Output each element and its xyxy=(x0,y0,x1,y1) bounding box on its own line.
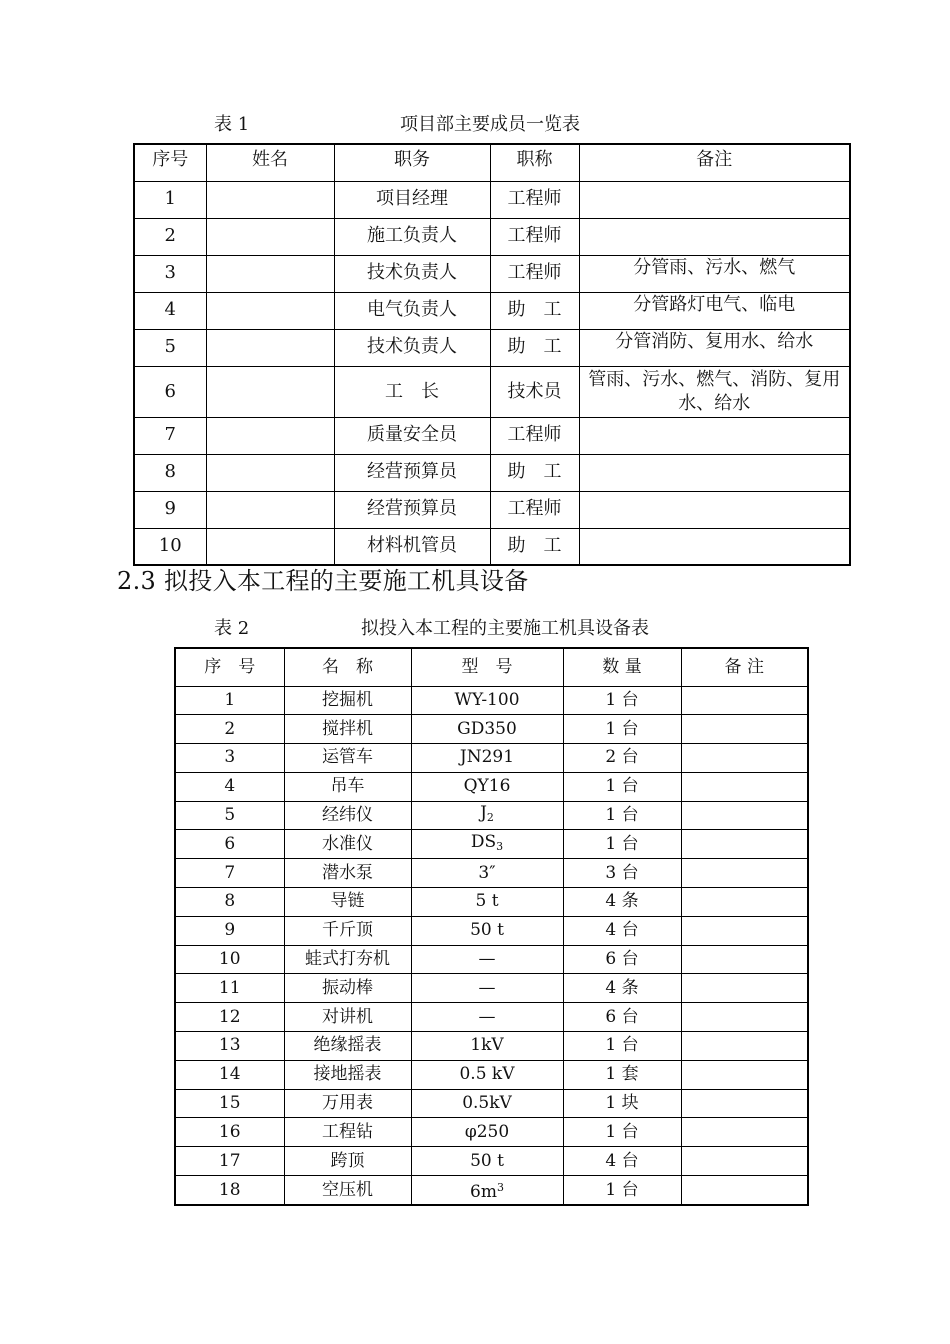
staff-note: 分管雨、污水、燃气 xyxy=(579,255,850,292)
equipment-row xyxy=(175,744,808,773)
equipment-model: WY-100 xyxy=(411,686,563,715)
staff-name xyxy=(206,255,334,292)
equipment-no: 5 xyxy=(175,801,284,830)
table1-label: 表 1 xyxy=(214,114,250,135)
staff-no: 7 xyxy=(134,417,206,454)
equipment-qty: 4 条 xyxy=(563,888,681,917)
equipment-model: 50 t xyxy=(411,916,563,945)
staff-rank: 工程师 xyxy=(490,181,579,218)
staff-note xyxy=(579,454,850,491)
equipment-model xyxy=(411,1176,563,1206)
equipment-name: 潜水泵 xyxy=(284,859,411,888)
equipment-model: — xyxy=(411,945,563,974)
model-subscript: 3 xyxy=(496,839,504,853)
staff-name xyxy=(206,491,334,528)
staff-row xyxy=(134,292,850,329)
staff-duty: 经营预算员 xyxy=(334,491,490,528)
staff-note xyxy=(579,218,850,255)
equipment-qty: 6 台 xyxy=(563,945,681,974)
equipment-qty: 4 台 xyxy=(563,916,681,945)
equipment-note xyxy=(681,945,808,974)
equipment-no: 6 xyxy=(175,830,284,859)
equipment-row xyxy=(175,801,808,830)
model-base: DS xyxy=(470,831,497,852)
staff-duty: 工 长 xyxy=(334,366,490,417)
equipment-note xyxy=(681,686,808,715)
equipment-name: 接地摇表 xyxy=(284,1060,411,1089)
table2-label: 表 2 xyxy=(214,618,250,639)
equipment-note xyxy=(681,916,808,945)
equipment-name: 搅拌机 xyxy=(284,715,411,744)
staff-duty: 材料机管员 xyxy=(334,528,490,565)
equipment-model: 0.5 kV xyxy=(411,1060,563,1089)
equipment-note xyxy=(681,1060,808,1089)
staff-duty: 技术负责人 xyxy=(334,329,490,366)
equipment-name: 导链 xyxy=(284,888,411,917)
staff-header-rank: 职称 xyxy=(490,144,579,181)
equipment-row xyxy=(175,715,808,744)
equipment-model: 3″ xyxy=(411,859,563,888)
staff-no: 8 xyxy=(134,454,206,491)
staff-duty: 施工负责人 xyxy=(334,218,490,255)
equipment-name: 对讲机 xyxy=(284,1003,411,1032)
staff-header-note: 备注 xyxy=(579,144,850,181)
staff-name xyxy=(206,417,334,454)
equipment-row xyxy=(175,830,808,859)
equipment-model: 5 t xyxy=(411,888,563,917)
staff-note: 分管路灯电气、临电 xyxy=(579,292,850,329)
staff-duty: 质量安全员 xyxy=(334,417,490,454)
staff-rank: 助 工 xyxy=(490,292,579,329)
equipment-no: 4 xyxy=(175,772,284,801)
equipment-row xyxy=(175,1060,808,1089)
equipment-note xyxy=(681,1176,808,1206)
equipment-qty: 1 台 xyxy=(563,1118,681,1147)
equipment-name: 千斤顶 xyxy=(284,916,411,945)
equipment-row xyxy=(175,686,808,715)
staff-header-no: 序号 xyxy=(134,144,206,181)
staff-duty: 经营预算员 xyxy=(334,454,490,491)
staff-rank: 助 工 xyxy=(490,454,579,491)
staff-no: 1 xyxy=(134,181,206,218)
equipment-table xyxy=(174,647,809,1206)
equipment-row xyxy=(175,974,808,1003)
equipment-qty: 4 条 xyxy=(563,974,681,1003)
staff-table-header-row xyxy=(134,144,850,181)
model-subscript: 2 xyxy=(486,811,494,825)
equipment-no: 2 xyxy=(175,715,284,744)
equipment-no: 9 xyxy=(175,916,284,945)
equipment-qty: 1 台 xyxy=(563,686,681,715)
staff-note xyxy=(579,181,850,218)
staff-table xyxy=(133,143,851,566)
equipment-no: 11 xyxy=(175,974,284,1003)
equipment-qty: 1 台 xyxy=(563,772,681,801)
equipment-note xyxy=(681,888,808,917)
equipment-row xyxy=(175,772,808,801)
equipment-model: — xyxy=(411,1003,563,1032)
equipment-qty: 1 台 xyxy=(563,830,681,859)
equipment-note xyxy=(681,801,808,830)
equipment-no: 14 xyxy=(175,1060,284,1089)
equipment-no: 17 xyxy=(175,1147,284,1176)
staff-name xyxy=(206,329,334,366)
equipment-row xyxy=(175,1003,808,1032)
equipment-name: 空压机 xyxy=(284,1176,411,1206)
equipment-note xyxy=(681,744,808,773)
equipment-no: 7 xyxy=(175,859,284,888)
equipment-note xyxy=(681,859,808,888)
staff-duty: 电气负责人 xyxy=(334,292,490,329)
staff-no: 2 xyxy=(134,218,206,255)
equipment-note xyxy=(681,1032,808,1061)
staff-name xyxy=(206,218,334,255)
staff-rank: 助 工 xyxy=(490,528,579,565)
equipment-model: 0.5kV xyxy=(411,1089,563,1118)
staff-name xyxy=(206,366,334,417)
equipment-row xyxy=(175,1118,808,1147)
equipment-header-name: 名 称 xyxy=(284,648,411,686)
equipment-table-header-row xyxy=(175,648,808,686)
equipment-qty: 2 台 xyxy=(563,744,681,773)
staff-name xyxy=(206,454,334,491)
staff-rank: 助 工 xyxy=(490,329,579,366)
equipment-note xyxy=(681,830,808,859)
staff-rank: 技术员 xyxy=(490,366,579,417)
equipment-qty: 1 块 xyxy=(563,1089,681,1118)
model-base: J xyxy=(480,803,487,824)
table2-title: 拟投入本工程的主要施工机具设备表 xyxy=(361,618,649,639)
staff-rank: 工程师 xyxy=(490,218,579,255)
staff-row xyxy=(134,218,850,255)
section-heading: 2.3 拟投入本工程的主要施工机具设备 xyxy=(117,567,529,595)
equipment-note xyxy=(681,1147,808,1176)
equipment-model: QY16 xyxy=(411,772,563,801)
staff-row xyxy=(134,417,850,454)
staff-no: 6 xyxy=(134,366,206,417)
staff-row xyxy=(134,491,850,528)
equipment-name: 振动棒 xyxy=(284,974,411,1003)
equipment-name: 经纬仪 xyxy=(284,801,411,830)
equipment-name: 蛙式打夯机 xyxy=(284,945,411,974)
model-base: 6m xyxy=(470,1182,497,1203)
equipment-header-model: 型 号 xyxy=(411,648,563,686)
staff-note xyxy=(579,417,850,454)
staff-no: 4 xyxy=(134,292,206,329)
table1-title: 项目部主要成员一览表 xyxy=(400,114,580,135)
model-superscript: 3 xyxy=(496,1181,504,1195)
staff-header-duty: 职务 xyxy=(334,144,490,181)
staff-no: 3 xyxy=(134,255,206,292)
equipment-model: φ250 xyxy=(411,1118,563,1147)
staff-name xyxy=(206,181,334,218)
equipment-row xyxy=(175,1176,808,1206)
staff-name xyxy=(206,292,334,329)
staff-no: 10 xyxy=(134,528,206,565)
equipment-model: 1kV xyxy=(411,1032,563,1061)
equipment-row xyxy=(175,1032,808,1061)
equipment-qty: 1 台 xyxy=(563,801,681,830)
equipment-name: 工程钻 xyxy=(284,1118,411,1147)
equipment-model: JN291 xyxy=(411,744,563,773)
staff-note xyxy=(579,528,850,565)
equipment-no: 16 xyxy=(175,1118,284,1147)
staff-no: 5 xyxy=(134,329,206,366)
equipment-row xyxy=(175,1147,808,1176)
equipment-note xyxy=(681,772,808,801)
staff-no: 9 xyxy=(134,491,206,528)
equipment-name: 跨顶 xyxy=(284,1147,411,1176)
equipment-name: 万用表 xyxy=(284,1089,411,1118)
staff-name xyxy=(206,528,334,565)
equipment-model xyxy=(411,801,563,830)
equipment-name: 水准仪 xyxy=(284,830,411,859)
staff-rank: 工程师 xyxy=(490,491,579,528)
staff-note: 分管消防、复用水、给水 xyxy=(579,329,850,366)
staff-note: 管雨、污水、燃气、消防、复用水、给水 xyxy=(579,366,850,417)
equipment-no: 15 xyxy=(175,1089,284,1118)
equipment-name: 吊车 xyxy=(284,772,411,801)
equipment-row xyxy=(175,888,808,917)
equipment-row xyxy=(175,859,808,888)
equipment-qty: 6 台 xyxy=(563,1003,681,1032)
staff-header-name: 姓名 xyxy=(206,144,334,181)
equipment-qty: 1 台 xyxy=(563,1032,681,1061)
staff-note xyxy=(579,491,850,528)
equipment-row xyxy=(175,1089,808,1118)
staff-row xyxy=(134,181,850,218)
staff-row xyxy=(134,454,850,491)
staff-rank: 工程师 xyxy=(490,417,579,454)
staff-row xyxy=(134,366,850,417)
equipment-header-no: 序 号 xyxy=(175,648,284,686)
equipment-note xyxy=(681,1118,808,1147)
staff-duty: 项目经理 xyxy=(334,181,490,218)
staff-row xyxy=(134,329,850,366)
equipment-no: 18 xyxy=(175,1176,284,1206)
equipment-header-qty: 数 量 xyxy=(563,648,681,686)
equipment-no: 8 xyxy=(175,888,284,917)
equipment-qty: 1 台 xyxy=(563,1176,681,1206)
equipment-model: 50 t xyxy=(411,1147,563,1176)
equipment-name: 绝缘摇表 xyxy=(284,1032,411,1061)
equipment-no: 1 xyxy=(175,686,284,715)
equipment-row xyxy=(175,916,808,945)
equipment-model: GD350 xyxy=(411,715,563,744)
equipment-note xyxy=(681,1003,808,1032)
staff-rank: 工程师 xyxy=(490,255,579,292)
equipment-note xyxy=(681,1089,808,1118)
equipment-model xyxy=(411,830,563,859)
equipment-no: 10 xyxy=(175,945,284,974)
staff-row xyxy=(134,255,850,292)
equipment-note xyxy=(681,715,808,744)
equipment-header-note: 备 注 xyxy=(681,648,808,686)
staff-duty: 技术负责人 xyxy=(334,255,490,292)
equipment-no: 12 xyxy=(175,1003,284,1032)
equipment-note xyxy=(681,974,808,1003)
equipment-qty: 4 台 xyxy=(563,1147,681,1176)
equipment-qty: 1 台 xyxy=(563,715,681,744)
equipment-qty: 1 套 xyxy=(563,1060,681,1089)
equipment-name: 挖掘机 xyxy=(284,686,411,715)
equipment-no: 3 xyxy=(175,744,284,773)
equipment-name: 运管车 xyxy=(284,744,411,773)
equipment-row xyxy=(175,945,808,974)
equipment-model: — xyxy=(411,974,563,1003)
staff-row xyxy=(134,528,850,565)
equipment-no: 13 xyxy=(175,1032,284,1061)
equipment-qty: 3 台 xyxy=(563,859,681,888)
